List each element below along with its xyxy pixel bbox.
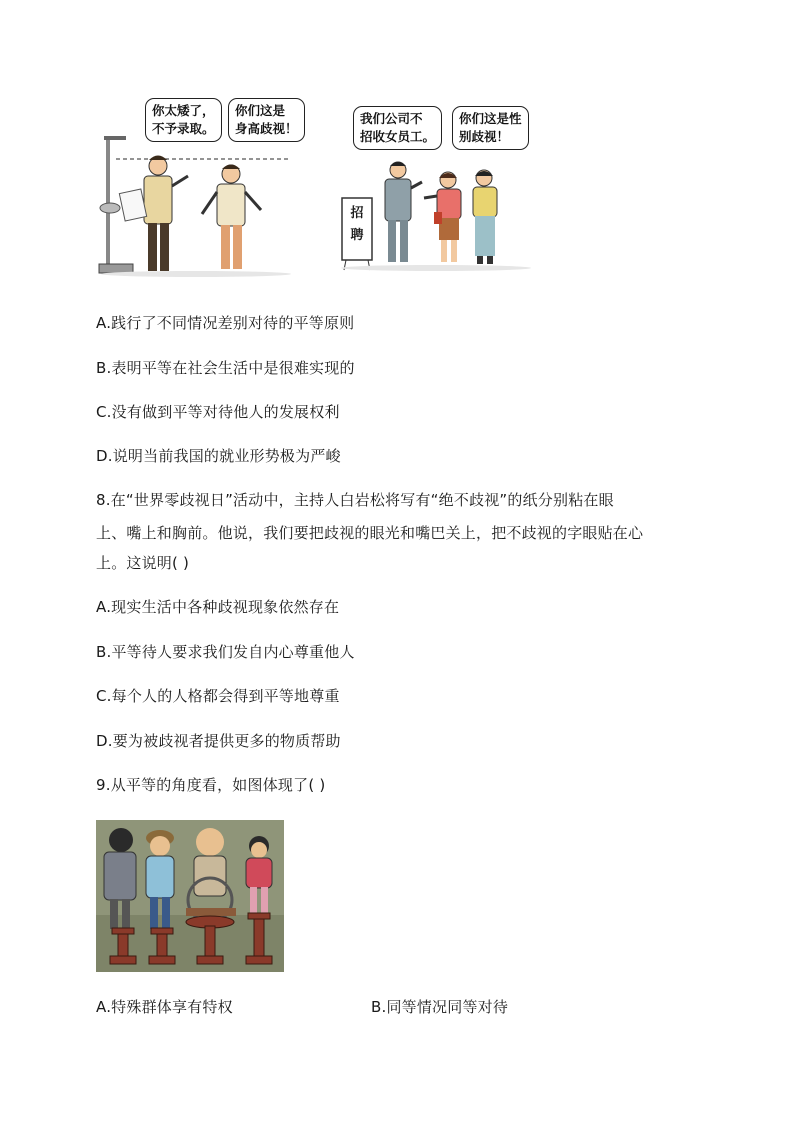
cartoon-pedestals-illustration bbox=[96, 820, 284, 972]
speech-bubble-height-discrimination bbox=[228, 98, 305, 142]
recruitment-sign bbox=[342, 203, 372, 247]
q7-option-c: C.没有做到平等对待他人的发展权利 bbox=[96, 403, 340, 421]
speech-bubble-too-short bbox=[145, 98, 222, 142]
q9-option-b: B.同等情况同等对待 bbox=[371, 998, 509, 1016]
bubble-text-line: 不予录取。 bbox=[152, 121, 215, 136]
q9-option-a: A.特殊群体享有特权 bbox=[96, 998, 233, 1016]
q8-stem-line: 上。这说明( ) bbox=[96, 554, 190, 572]
bubble-text-line: 别歧视！ bbox=[459, 129, 510, 144]
speech-bubble-gender-discrimination bbox=[452, 106, 529, 150]
q9-stem: 9.从平等的角度看，如图体现了( ) bbox=[96, 776, 326, 794]
bubble-text-line: 我们公司不 bbox=[360, 111, 423, 126]
q8-stem-line: 8.在“世界零歧视日”活动中，主持人白岩松将写有“绝不歧视”的纸分别粘在眼 bbox=[96, 491, 614, 509]
q7-option-b: B.表明平等在社会生活中是很难实现的 bbox=[96, 359, 355, 377]
q8-option-a: A.现实生活中各种歧视现象依然存在 bbox=[96, 598, 340, 616]
q7-option-d: D.说明当前我国的就业形势极为严峻 bbox=[96, 447, 341, 465]
sign-char: 招 bbox=[350, 206, 364, 221]
bubble-text-line: 招收女员工。 bbox=[360, 129, 436, 144]
sign-char: 聘 bbox=[350, 228, 364, 243]
q8-option-d: D.要为被歧视者提供更多的物质帮助 bbox=[96, 732, 341, 750]
speech-bubble-no-female bbox=[353, 106, 442, 150]
q8-option-c: C.每个人的人格都会得到平等地尊重 bbox=[96, 687, 340, 705]
bubble-text-line: 你们这是 bbox=[235, 103, 286, 118]
bubble-text-line: 身高歧视！ bbox=[235, 121, 298, 136]
q8-option-b: B.平等待人要求我们发自内心尊重他人 bbox=[96, 643, 355, 661]
q7-option-a: A.践行了不同情况差别对待的平等原则 bbox=[96, 314, 355, 332]
bubble-text-line: 你们这是性 bbox=[459, 111, 522, 126]
cartoon-equal-pedestals bbox=[96, 820, 284, 972]
q8-stem-line: 上、嘴上和胸前。他说，我们要把歧视的眼光和嘴巴关上，把不歧视的字眼贴在心 bbox=[96, 524, 644, 542]
bubble-text-line: 你太矮了， bbox=[152, 103, 215, 118]
